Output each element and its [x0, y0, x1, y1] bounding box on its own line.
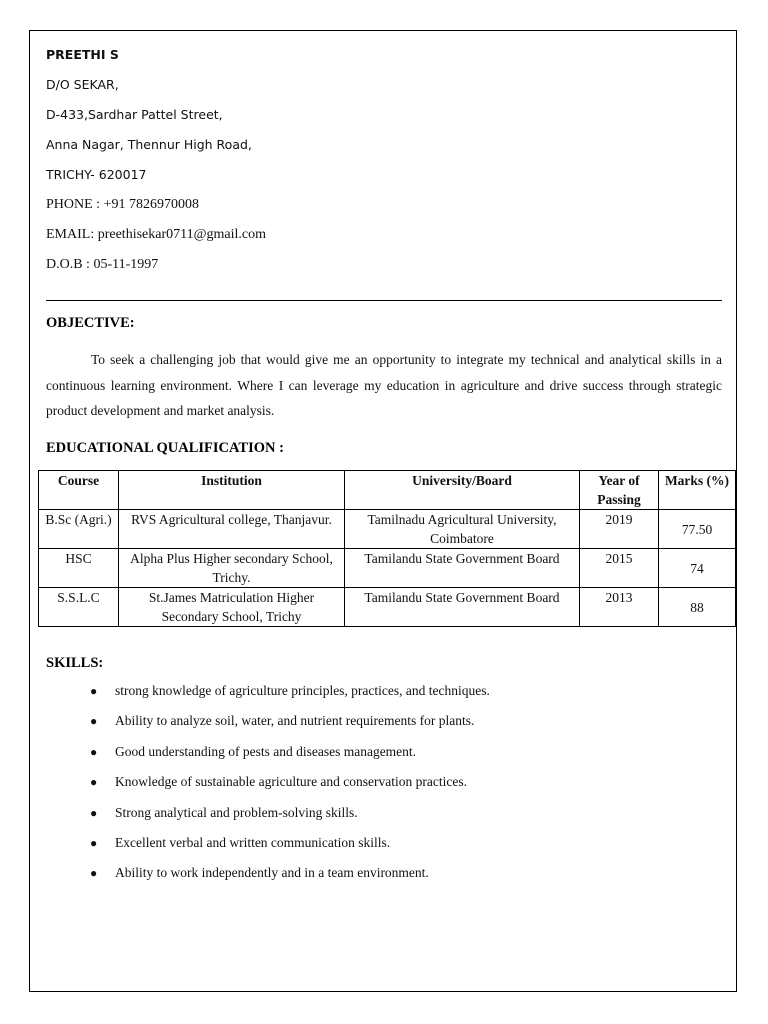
- skills-list: [90, 681, 490, 894]
- bullet-dot-icon: ●: [90, 775, 98, 790]
- table-cell: Tamilandu State Government Board: [345, 549, 580, 588]
- resume-page: [29, 30, 737, 992]
- bullet-dot-icon: ●: [90, 805, 98, 820]
- candidate-name: PREETHI S: [46, 47, 119, 62]
- dob-line: D.O.B : 05-11-1997: [46, 257, 159, 272]
- list-item: [90, 742, 490, 772]
- table-cell: HSC: [39, 549, 119, 588]
- skill-text: Good understanding of pests and diseases management.: [115, 743, 417, 759]
- column-header: Course: [39, 471, 119, 510]
- bullet-dot-icon: ●: [90, 835, 98, 850]
- address-line-2: Anna Nagar, Thennur High Road,: [46, 137, 252, 152]
- table-cell: Alpha Plus Higher secondary School, Trichy.: [119, 549, 345, 588]
- section-divider: [46, 300, 722, 301]
- list-item: [90, 772, 490, 802]
- address-line-1: D-433,Sardhar Pattel Street,: [46, 107, 223, 122]
- table-cell: B.Sc (Agri.): [39, 510, 119, 549]
- bullet-dot-icon: ●: [90, 684, 98, 698]
- table-header-row: [39, 471, 736, 510]
- list-item: [90, 833, 490, 863]
- list-item: [90, 803, 490, 833]
- bullet-dot-icon: ●: [90, 866, 98, 881]
- objective-heading: OBJECTIVE:: [46, 315, 135, 331]
- skill-text: Excellent verbal and written communication skills.: [115, 834, 391, 850]
- table-cell: Tamilnadu Agricultural University, Coimbatore: [345, 510, 580, 549]
- column-header: University/Board: [345, 471, 580, 510]
- table-cell: RVS Agricultural college, Thanjavur.: [119, 510, 345, 549]
- skill-text: Ability to analyze soil, water, and nutrient requirements for plants.: [115, 713, 475, 729]
- education-table: [38, 470, 736, 627]
- skill-text: strong knowledge of agriculture principles, practices, and techniques.: [115, 683, 490, 698]
- table-cell: 2013: [580, 588, 659, 627]
- table-row: [39, 510, 736, 549]
- skill-text: Ability to work independently and in a team environment.: [115, 865, 429, 881]
- table-row: [39, 549, 736, 588]
- table-row: [39, 588, 736, 627]
- table-cell: Tamilandu State Government Board: [345, 588, 580, 627]
- table-cell: 77.50: [659, 510, 736, 549]
- list-item: [90, 681, 490, 711]
- column-header: Marks (%): [659, 471, 736, 510]
- column-header: Institution: [119, 471, 345, 510]
- address-line-3: TRICHY- 620017: [46, 167, 147, 182]
- table-cell: 2019: [580, 510, 659, 549]
- phone-line: PHONE : +91 7826970008: [46, 197, 199, 212]
- education-heading: EDUCATIONAL QUALIFICATION :: [46, 440, 284, 456]
- skill-text: Knowledge of sustainable agriculture and conservation practices.: [115, 774, 467, 790]
- table-cell: 2015: [580, 549, 659, 588]
- table-cell: 88: [659, 588, 736, 627]
- table-cell: St.James Matriculation Higher Secondary School, Trichy: [119, 588, 345, 627]
- list-item: [90, 711, 490, 741]
- objective-text: To seek a challenging job that would give me an opportunity to integrate my technical and analytical skills in a continuous learning environment. Where I can leverage my education in agriculture and drive success through strategic product development and market analysis.: [46, 352, 722, 418]
- list-item: [90, 863, 490, 893]
- column-header: Year of Passing: [580, 471, 659, 510]
- table-cell: S.S.L.C: [39, 588, 119, 627]
- bullet-dot-icon: ●: [90, 744, 98, 759]
- table-cell: 74: [659, 549, 736, 588]
- email-line: EMAIL: preethisekar0711@gmail.com: [46, 227, 266, 242]
- skills-heading: SKILLS:: [46, 655, 104, 671]
- skill-text: Strong analytical and problem-solving skills.: [115, 804, 358, 820]
- relation-line: D/O SEKAR,: [46, 77, 119, 92]
- bullet-dot-icon: ●: [90, 714, 98, 729]
